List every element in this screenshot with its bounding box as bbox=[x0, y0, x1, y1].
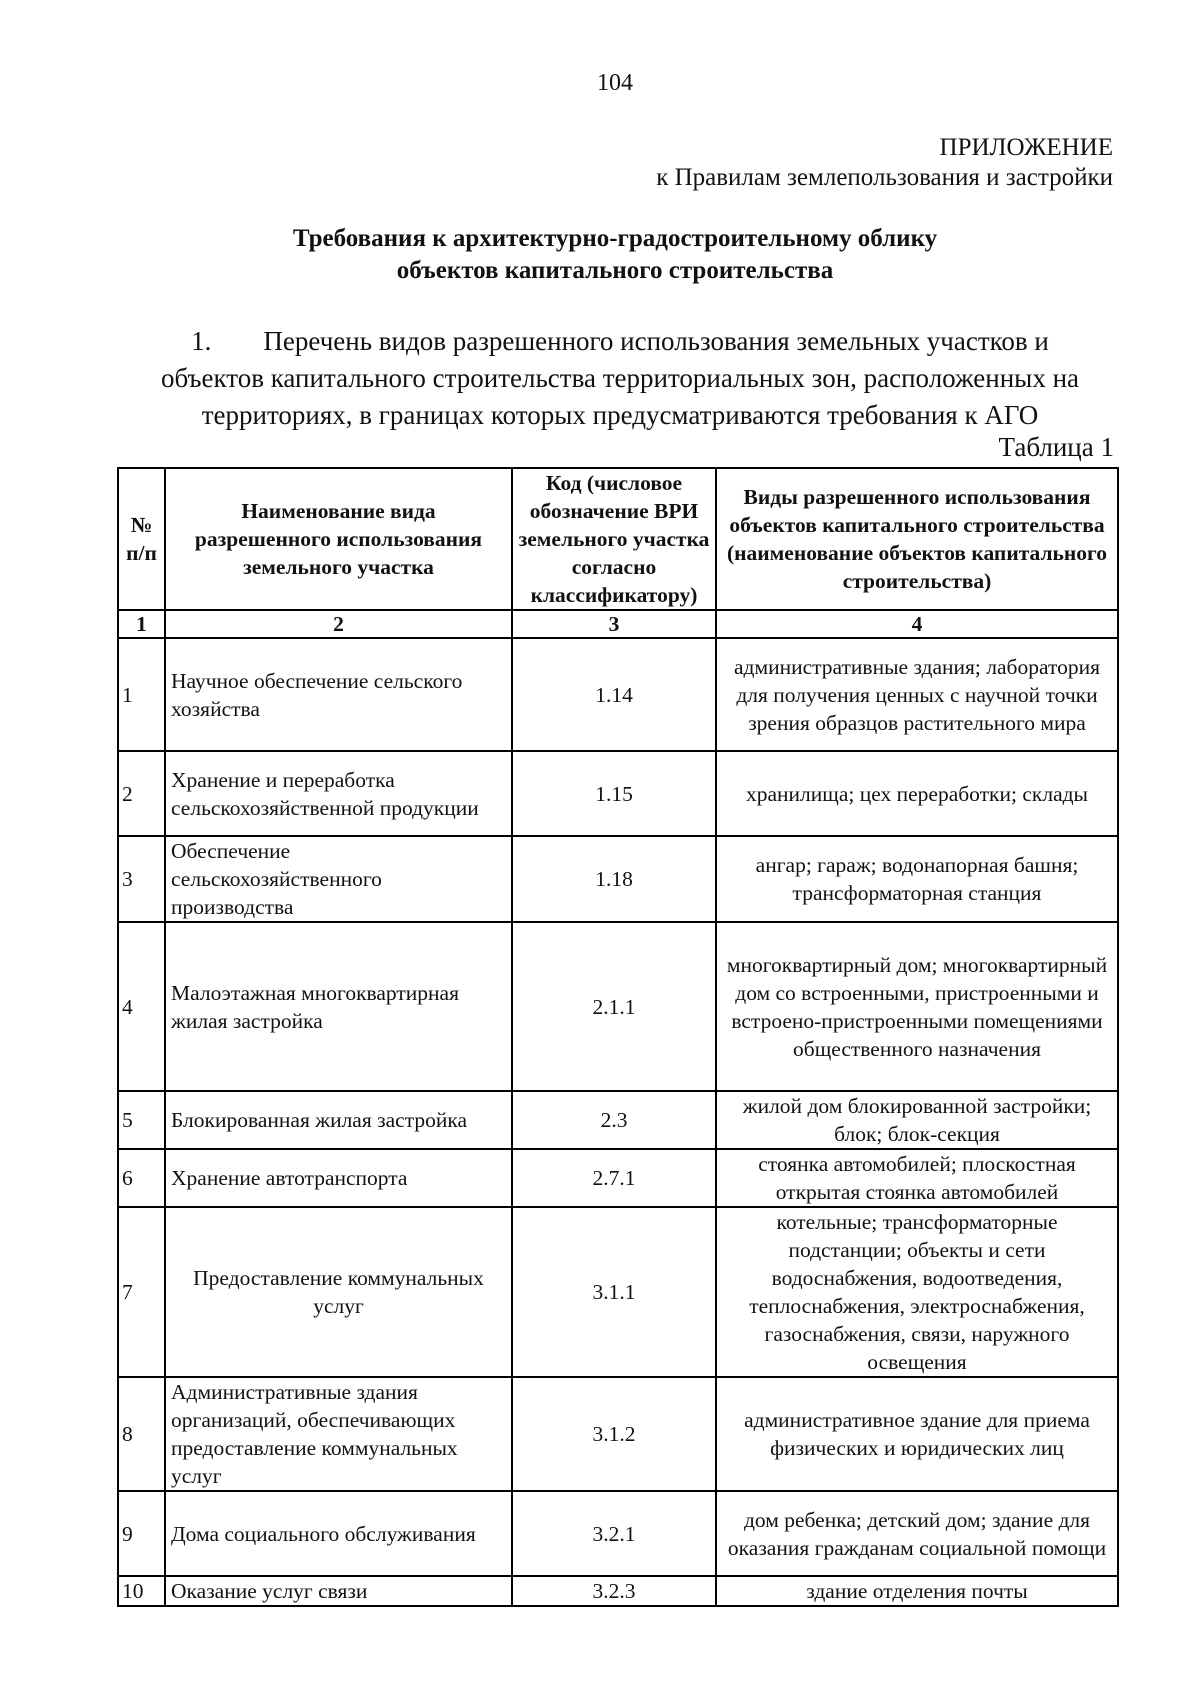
classifier-code: 3.1.2 bbox=[512, 1377, 716, 1491]
row-number: 8 bbox=[118, 1377, 165, 1491]
land-use-name: Обеспечение сельскохозяйственного производства bbox=[165, 836, 512, 922]
section-heading-line-3: территориях, в границах которых предусматриваются требования к АГО bbox=[201, 400, 1039, 430]
document-title-line-1: Требования к архитектурно-градостроительному облику bbox=[292, 225, 938, 252]
header-row-number: № п/п bbox=[118, 468, 165, 610]
classifier-code: 2.3 bbox=[512, 1091, 716, 1149]
construction-objects: административные здания; лаборатория для получения ценных с научной точки зрения образцов растительного мира bbox=[716, 638, 1118, 751]
land-use-name: Хранение автотранспорта bbox=[165, 1149, 512, 1207]
construction-objects: стоянка автомобилей; плоскостная открытая стоянка автомобилей bbox=[716, 1149, 1118, 1207]
classifier-code: 1.15 bbox=[512, 751, 716, 836]
classifier-code: 1.18 bbox=[512, 836, 716, 922]
construction-objects: хранилища; цех переработки; склады bbox=[716, 751, 1118, 836]
construction-objects: дом ребенка; детский дом; здание для оказания гражданам социальной помощи bbox=[716, 1491, 1118, 1576]
row-number: 5 bbox=[118, 1091, 165, 1149]
column-number: 3 bbox=[512, 610, 716, 638]
column-number: 1 bbox=[118, 610, 165, 638]
row-number: 1 bbox=[118, 638, 165, 751]
row-number: 4 bbox=[118, 922, 165, 1091]
land-use-name: Дома социального обслуживания bbox=[165, 1491, 512, 1576]
header-construction-objects: Виды разрешенного использования объектов капитального строительства (наименование объектов капитального строительства) bbox=[716, 468, 1118, 610]
land-use-name: Оказание услуг связи bbox=[165, 1576, 512, 1606]
classifier-code: 2.7.1 bbox=[512, 1149, 716, 1207]
column-number: 4 bbox=[716, 610, 1118, 638]
row-number: 6 bbox=[118, 1149, 165, 1207]
classifier-code: 1.14 bbox=[512, 638, 716, 751]
permitted-use-table bbox=[117, 467, 1119, 1607]
appendix-note bbox=[656, 133, 1113, 193]
table-row bbox=[118, 1377, 1118, 1491]
land-use-name: Административные здания организаций, обеспечивающих предоставление коммунальных услуг bbox=[165, 1377, 512, 1491]
document-title-line-2: объектов капитального строительства bbox=[396, 257, 834, 284]
construction-objects: ангар; гараж; водонапорная башня; трансформаторная станция bbox=[716, 836, 1118, 922]
land-use-name: Хранение и переработка сельскохозяйственной продукции bbox=[165, 751, 512, 836]
table-row bbox=[118, 836, 1118, 922]
header-classifier-code: Код (числовое обозначение ВРИ земельного участка согласно классификатору) bbox=[512, 468, 716, 610]
table-row bbox=[118, 922, 1118, 1091]
row-number: 10 bbox=[118, 1576, 165, 1606]
land-use-name: Малоэтажная многоквартирная жилая застройка bbox=[165, 922, 512, 1091]
section-heading-line-1: Перечень видов разрешенного использования земельных участков и bbox=[263, 326, 1049, 356]
table-row bbox=[118, 1149, 1118, 1207]
row-number: 3 bbox=[118, 836, 165, 922]
column-number-row bbox=[118, 610, 1118, 638]
construction-objects: административное здание для приема физических и юридических лиц bbox=[716, 1377, 1118, 1491]
table-row bbox=[118, 1491, 1118, 1576]
row-number: 9 bbox=[118, 1491, 165, 1576]
classifier-code: 3.2.1 bbox=[512, 1491, 716, 1576]
row-number: 7 bbox=[118, 1207, 165, 1377]
construction-objects: многоквартирный дом; многоквартирный дом со встроенными, пристроенными и встроено-пристроенными помещениями общественного назначения bbox=[716, 922, 1118, 1091]
appendix-label: ПРИЛОЖЕНИЕ bbox=[939, 134, 1113, 161]
page-number: 104 bbox=[597, 70, 633, 96]
classifier-code: 2.1.1 bbox=[512, 922, 716, 1091]
appendix-reference: к Правилам землепользования и застройки bbox=[656, 164, 1113, 191]
construction-objects: котельные; трансформаторные подстанции; объекты и сети водоснабжения, водоотведения, теплоснабжения, электроснабжения, газоснабжения, связи, наружного освещения bbox=[716, 1207, 1118, 1377]
table-row bbox=[118, 1576, 1118, 1606]
construction-objects: здание отделения почты bbox=[716, 1576, 1118, 1606]
table-label: Таблица 1 bbox=[998, 432, 1114, 462]
table-row bbox=[118, 751, 1118, 836]
table-row bbox=[118, 1091, 1118, 1149]
section-heading bbox=[100, 323, 1140, 434]
header-land-use-name: Наименование вида разрешенного использования земельного участка bbox=[165, 468, 512, 610]
construction-objects: жилой дом блокированной застройки; блок; блок-секция bbox=[716, 1091, 1118, 1149]
table-row bbox=[118, 638, 1118, 751]
table-row bbox=[118, 1207, 1118, 1377]
section-heading-line-2: объектов капитального строительства территориальных зон, расположенных на bbox=[160, 363, 1080, 393]
section-number: 1. bbox=[191, 326, 212, 356]
classifier-code: 3.1.1 bbox=[512, 1207, 716, 1377]
row-number: 2 bbox=[118, 751, 165, 836]
table-header-row bbox=[118, 468, 1118, 610]
column-number: 2 bbox=[165, 610, 512, 638]
document-title bbox=[90, 223, 1140, 287]
land-use-name: Блокированная жилая застройка bbox=[165, 1091, 512, 1149]
land-use-name: Предоставление коммунальных услуг bbox=[165, 1207, 512, 1377]
classifier-code: 3.2.3 bbox=[512, 1576, 716, 1606]
land-use-name: Научное обеспечение сельского хозяйства bbox=[165, 638, 512, 751]
